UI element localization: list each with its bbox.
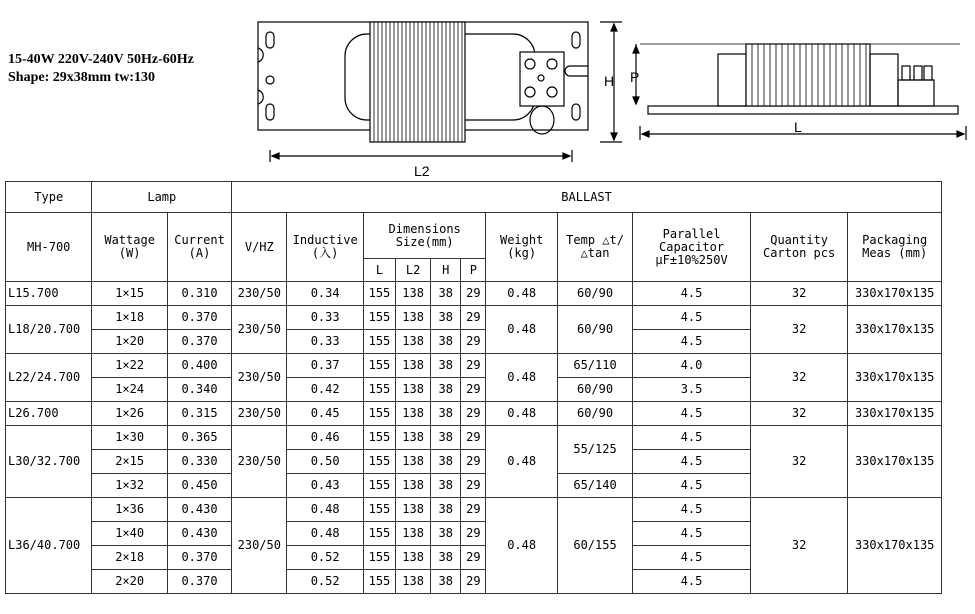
cell-temp: 60/90 — [557, 402, 632, 426]
cell-capacitor: 3.5 — [633, 378, 751, 402]
cell-dim-p: 29 — [461, 570, 486, 594]
cell-dim-l2: 138 — [396, 306, 431, 330]
header-dim-l2: L2 — [396, 259, 431, 282]
cell-temp: 60/90 — [557, 306, 632, 354]
cell-dim-l2: 138 — [396, 450, 431, 474]
cell-dim-l: 155 — [363, 498, 395, 522]
cell-dim-h: 38 — [431, 522, 461, 546]
cell-packaging: 330x170x135 — [848, 306, 942, 354]
cell-dim-h: 38 — [431, 570, 461, 594]
cell-packaging: 330x170x135 — [848, 426, 942, 498]
table-row — [6, 306, 942, 330]
cell-vhz: 230/50 — [232, 402, 287, 426]
dim-label-l: L — [794, 119, 802, 135]
cell-dim-p: 29 — [461, 546, 486, 570]
cell-dim-l2: 138 — [396, 402, 431, 426]
header-vhz: V/HZ — [232, 213, 287, 282]
cell-dim-l: 155 — [363, 522, 395, 546]
header-type: Type — [6, 182, 92, 213]
cell-inductive: 0.43 — [287, 474, 363, 498]
cell-packaging: 330x170x135 — [848, 354, 942, 402]
cell-dim-h: 38 — [431, 282, 461, 306]
header-packaging: Packaging Meas (mm) — [848, 213, 942, 282]
cell-current: 0.340 — [167, 378, 231, 402]
cell-dim-h: 38 — [431, 498, 461, 522]
cell-inductive: 0.33 — [287, 306, 363, 330]
cell-type: L30/32.700 — [6, 426, 92, 498]
cell-packaging: 330x170x135 — [848, 498, 942, 594]
cell-dim-l2: 138 — [396, 354, 431, 378]
cell-dim-p: 29 — [461, 306, 486, 330]
cell-dim-l: 155 — [363, 402, 395, 426]
header-quantity: Quantity Carton pcs — [750, 213, 848, 282]
cell-dim-p: 29 — [461, 450, 486, 474]
dim-label-p: P — [630, 69, 640, 85]
cell-dim-l: 155 — [363, 282, 395, 306]
cell-dim-h: 38 — [431, 402, 461, 426]
header-ballast: BALLAST — [232, 182, 942, 213]
cell-inductive: 0.34 — [287, 282, 363, 306]
cell-type: L22/24.700 — [6, 354, 92, 402]
header-dimensions: Dimensions Size(mm) — [363, 213, 486, 259]
cell-vhz: 230/50 — [232, 426, 287, 498]
cell-temp: 60/90 — [557, 282, 632, 306]
cell-capacitor: 4.5 — [633, 498, 751, 522]
table-body — [6, 282, 942, 594]
cell-wattage: 1×18 — [92, 306, 167, 330]
cell-temp: 65/110 — [557, 354, 632, 378]
table-row — [6, 426, 942, 450]
cell-current: 0.430 — [167, 522, 231, 546]
cell-dim-l2: 138 — [396, 378, 431, 402]
cell-dim-p: 29 — [461, 474, 486, 498]
cell-capacitor: 4.5 — [633, 474, 751, 498]
cell-current: 0.365 — [167, 426, 231, 450]
cell-dim-l2: 138 — [396, 570, 431, 594]
cell-dim-l: 155 — [363, 546, 395, 570]
cell-inductive: 0.52 — [287, 546, 363, 570]
cell-current: 0.370 — [167, 570, 231, 594]
cell-weight: 0.48 — [486, 426, 557, 498]
cell-inductive: 0.48 — [287, 498, 363, 522]
cell-quantity: 32 — [750, 306, 848, 354]
cell-dim-p: 29 — [461, 354, 486, 378]
cell-capacitor: 4.5 — [633, 282, 751, 306]
header-capacitor: Parallel Capacitor μF±10%250V — [633, 213, 751, 282]
cell-dim-h: 38 — [431, 450, 461, 474]
cell-capacitor: 4.0 — [633, 354, 751, 378]
cell-inductive: 0.50 — [287, 450, 363, 474]
cell-current: 0.370 — [167, 306, 231, 330]
cell-weight: 0.48 — [486, 354, 557, 402]
dim-label-h: H — [604, 73, 615, 89]
cell-inductive: 0.46 — [287, 426, 363, 450]
ballast-drawing — [0, 0, 975, 180]
cell-dim-h: 38 — [431, 330, 461, 354]
header-weight: Weight (kg) — [486, 213, 557, 282]
cell-dim-p: 29 — [461, 378, 486, 402]
cell-dim-h: 38 — [431, 378, 461, 402]
cell-wattage: 2×20 — [92, 570, 167, 594]
table-row — [6, 498, 942, 522]
cell-type: L18/20.700 — [6, 306, 92, 354]
ballast-spec-table — [5, 181, 942, 594]
cell-packaging: 330x170x135 — [848, 282, 942, 306]
cell-dim-l2: 138 — [396, 498, 431, 522]
cell-type: L15.700 — [6, 282, 92, 306]
cell-dim-l2: 138 — [396, 282, 431, 306]
cell-current: 0.370 — [167, 330, 231, 354]
cell-type: L36/40.700 — [6, 498, 92, 594]
cell-dim-l: 155 — [363, 330, 395, 354]
cell-current: 0.310 — [167, 282, 231, 306]
cell-dim-l: 155 — [363, 474, 395, 498]
cell-quantity: 32 — [750, 282, 848, 306]
table-row — [6, 282, 942, 306]
cell-vhz: 230/50 — [232, 354, 287, 402]
table-row — [6, 354, 942, 378]
cell-dim-p: 29 — [461, 426, 486, 450]
cell-weight: 0.48 — [486, 282, 557, 306]
cell-dim-p: 29 — [461, 330, 486, 354]
cell-capacitor: 4.5 — [633, 306, 751, 330]
cell-vhz: 230/50 — [232, 306, 287, 354]
cell-wattage: 1×15 — [92, 282, 167, 306]
header-model: MH-700 — [6, 213, 92, 282]
cell-quantity: 32 — [750, 426, 848, 498]
cell-wattage: 1×26 — [92, 402, 167, 426]
cell-packaging: 330x170x135 — [848, 402, 942, 426]
cell-inductive: 0.45 — [287, 402, 363, 426]
header-inductive: Inductive (入) — [287, 213, 363, 282]
cell-dim-l: 155 — [363, 570, 395, 594]
cell-inductive: 0.37 — [287, 354, 363, 378]
cell-inductive: 0.33 — [287, 330, 363, 354]
header-dim-l: L — [363, 259, 395, 282]
cell-dim-l2: 138 — [396, 330, 431, 354]
cell-dim-p: 29 — [461, 282, 486, 306]
header-dim-p: P — [461, 259, 486, 282]
cell-dim-h: 38 — [431, 354, 461, 378]
cell-wattage: 1×30 — [92, 426, 167, 450]
cell-dim-p: 29 — [461, 522, 486, 546]
cell-inductive: 0.52 — [287, 570, 363, 594]
cell-current: 0.450 — [167, 474, 231, 498]
cell-wattage: 1×40 — [92, 522, 167, 546]
cell-current: 0.430 — [167, 498, 231, 522]
header-lamp: Lamp — [92, 182, 232, 213]
table-header — [6, 182, 942, 282]
cell-wattage: 1×32 — [92, 474, 167, 498]
cell-dim-l2: 138 — [396, 426, 431, 450]
table-row — [6, 402, 942, 426]
cell-wattage: 1×36 — [92, 498, 167, 522]
cell-temp: 60/90 — [557, 378, 632, 402]
cell-dim-p: 29 — [461, 402, 486, 426]
cell-dim-h: 38 — [431, 474, 461, 498]
cell-wattage: 1×24 — [92, 378, 167, 402]
cell-type: L26.700 — [6, 402, 92, 426]
cell-temp: 65/140 — [557, 474, 632, 498]
header-temp: Temp △t/△tan — [557, 213, 632, 282]
cell-capacitor: 4.5 — [633, 450, 751, 474]
cell-quantity: 32 — [750, 402, 848, 426]
cell-current: 0.315 — [167, 402, 231, 426]
header-current: Current (A) — [167, 213, 231, 282]
cell-dim-l: 155 — [363, 450, 395, 474]
cell-capacitor: 4.5 — [633, 330, 751, 354]
cell-dim-p: 29 — [461, 498, 486, 522]
cell-dim-h: 38 — [431, 306, 461, 330]
cell-vhz: 230/50 — [232, 498, 287, 594]
top-view-diagram — [258, 22, 622, 162]
spec-line-power: 15-40W 220V-240V 50Hz-60Hz — [8, 52, 194, 67]
cell-capacitor: 4.5 — [633, 570, 751, 594]
cell-current: 0.400 — [167, 354, 231, 378]
cell-quantity: 32 — [750, 354, 848, 402]
cell-weight: 0.48 — [486, 306, 557, 354]
cell-dim-l2: 138 — [396, 546, 431, 570]
header-dim-h: H — [431, 259, 461, 282]
cell-dim-l: 155 — [363, 378, 395, 402]
cell-weight: 0.48 — [486, 402, 557, 426]
cell-current: 0.330 — [167, 450, 231, 474]
cell-wattage: 2×18 — [92, 546, 167, 570]
cell-dim-h: 38 — [431, 426, 461, 450]
dim-label-l2: L2 — [414, 163, 430, 179]
cell-temp: 60/155 — [557, 498, 632, 594]
cell-inductive: 0.48 — [287, 522, 363, 546]
cell-wattage: 1×20 — [92, 330, 167, 354]
cell-dim-l: 155 — [363, 426, 395, 450]
cell-capacitor: 4.5 — [633, 426, 751, 450]
cell-dim-l2: 138 — [396, 474, 431, 498]
cell-dim-h: 38 — [431, 546, 461, 570]
cell-weight: 0.48 — [486, 498, 557, 594]
cell-capacitor: 4.5 — [633, 402, 751, 426]
cell-dim-l2: 138 — [396, 522, 431, 546]
cell-dim-l: 155 — [363, 354, 395, 378]
cell-capacitor: 4.5 — [633, 522, 751, 546]
cell-quantity: 32 — [750, 498, 848, 594]
cell-vhz: 230/50 — [232, 282, 287, 306]
cell-inductive: 0.42 — [287, 378, 363, 402]
cell-dim-l: 155 — [363, 306, 395, 330]
spec-line-shape: Shape: 29x38mm tw:130 — [8, 70, 155, 85]
cell-wattage: 1×22 — [92, 354, 167, 378]
header-wattage: Wattage (W) — [92, 213, 167, 282]
cell-wattage: 2×15 — [92, 450, 167, 474]
cell-current: 0.370 — [167, 546, 231, 570]
cell-capacitor: 4.5 — [633, 546, 751, 570]
cell-temp: 55/125 — [557, 426, 632, 474]
